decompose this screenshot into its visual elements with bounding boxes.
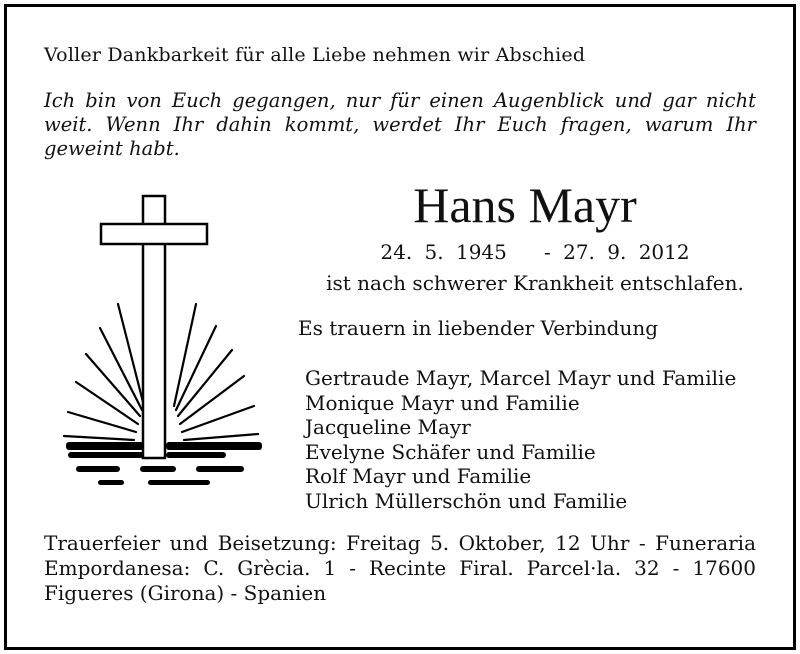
death-statement: ist nach schwerer Krankheit entschlafen. bbox=[326, 271, 744, 295]
list-item: Gertraude Mayr, Marcel Mayr und Familie bbox=[305, 366, 737, 390]
funeral-line: Empordanesa: C. Grècia. 1 - Recinte Firal. Parcel·la. 32 - 17600 bbox=[44, 556, 756, 580]
intro-text: Voller Dankbarkeit für alle Liebe nehmen wir Abschied bbox=[44, 44, 586, 66]
death-date: 27. 9. 2012 bbox=[563, 240, 690, 264]
mourners-heading: Es trauern in liebender Verbindung bbox=[298, 316, 659, 340]
list-item: Jacqueline Mayr bbox=[305, 415, 471, 439]
funeral-line: Trauerfeier und Beisetzung: Freitag 5. Oktober, 12 Uhr - Funeraria bbox=[44, 531, 756, 555]
mourners-list bbox=[305, 366, 736, 513]
birth-date: 24. 5. 1945 bbox=[380, 240, 507, 264]
poem bbox=[44, 89, 756, 161]
funeral-details bbox=[44, 531, 756, 606]
poem-line: Ich bin von Euch gegangen, nur für einen Augenblick und gar nicht bbox=[44, 89, 756, 112]
date-separator: - bbox=[543, 240, 551, 264]
list-item: Ulrich Müllerschön und Familie bbox=[305, 488, 628, 513]
list-item: Monique Mayr und Familie bbox=[305, 390, 580, 415]
poem-line: geweint habt. bbox=[44, 137, 180, 160]
cross-with-rays-icon bbox=[46, 186, 296, 496]
list-item: Rolf Mayr und Familie bbox=[305, 464, 532, 488]
life-dates bbox=[300, 240, 770, 264]
poem-line: weit. Wenn Ihr dahin kommt, werdet Ihr Euch fragen, warum Ihr bbox=[44, 113, 756, 136]
deceased-name: Hans Mayr bbox=[413, 177, 637, 233]
list-item: Evelyne Schäfer und Familie bbox=[305, 439, 596, 464]
funeral-line: Figueres (Girona) - Spanien bbox=[44, 581, 327, 605]
